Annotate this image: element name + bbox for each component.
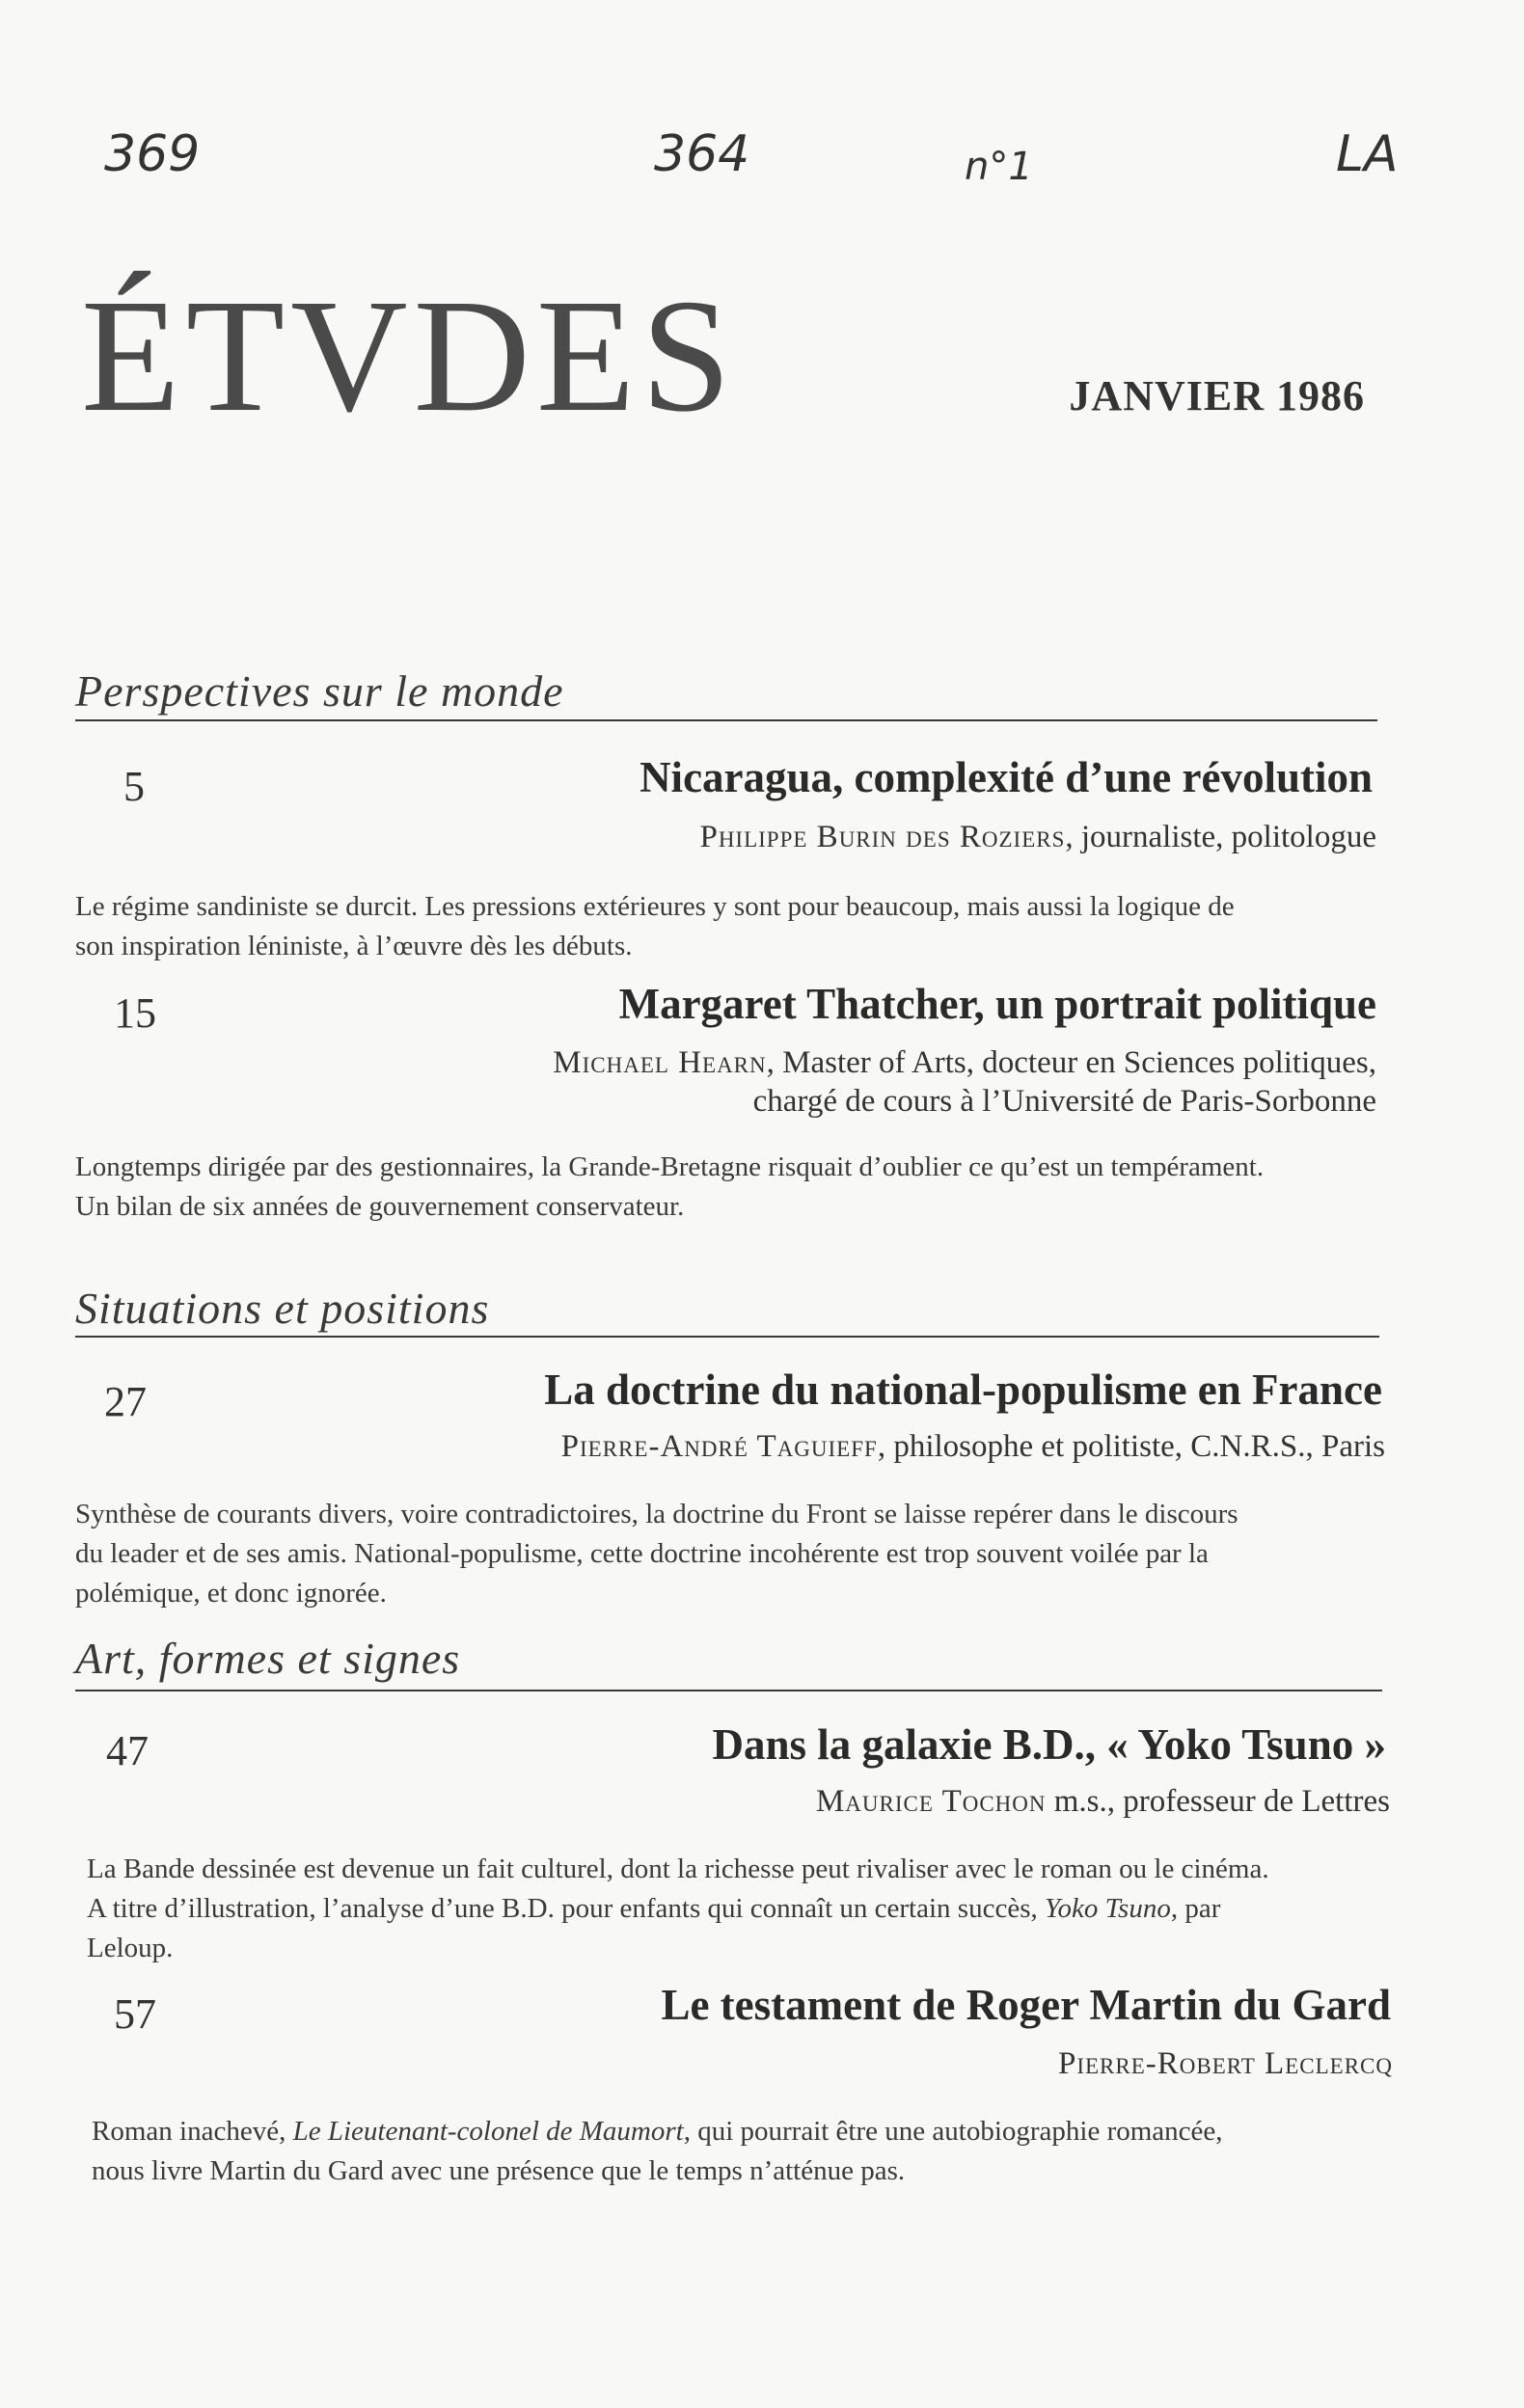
article-author	[1058, 2044, 1393, 2083]
masthead-title: ÉTVDES	[81, 266, 737, 446]
handwritten-note-2: 364	[654, 125, 750, 183]
summary-italic-title: Le Lieutenant-colonel de Maumort	[292, 2116, 684, 2147]
author-role-line-2: chargé de cours à l’Université de Paris-Sorbonne	[752, 1084, 1376, 1119]
article-page-number: 57	[114, 1990, 156, 2038]
summary-text: La Bande dessinée est devenue un fait culturel, dont la richesse peut rivaliser avec le roman ou le cinéma. A titre d’illustration, l’analyse d’une B.D. pour enfants qui connaît un certain succès,	[87, 1853, 1269, 1924]
section-title: Art, formes et signes	[75, 1634, 461, 1683]
article-summary	[92, 2112, 1259, 2191]
article-title: Le testament de Roger Martin du Gard	[661, 1981, 1391, 2029]
author-role: , philosophe et politiste, C.N.R.S., Paris	[877, 1429, 1385, 1464]
author-role: m.s., professeur de Lettres	[1046, 1784, 1390, 1819]
summary-text: Roman inachevé,	[92, 2116, 293, 2147]
author-name: Pierre-Robert Leclercq	[1058, 2046, 1393, 2081]
article-author	[699, 818, 1376, 856]
issue-date: JANVIER 1986	[1069, 372, 1365, 419]
author-name: Philippe Burin des Roziers	[699, 820, 1066, 854]
article-title: Nicaragua, complexité d’une révolution	[640, 753, 1373, 801]
article-summary: Le régime sandiniste se durcit. Les pressions extérieures y sont pour beaucoup, mais aussi la logique de son inspiration léniniste, à l’œuvre dès les débuts.	[75, 891, 1235, 961]
handwritten-note-3: n°1	[965, 145, 1033, 189]
article-title: Margaret Thatcher, un portrait politique	[618, 980, 1376, 1028]
article-page-number: 27	[104, 1378, 147, 1425]
article-author	[553, 1043, 1376, 1121]
author-name: Maurice Tochon	[815, 1784, 1047, 1819]
summary-italic-title: Yoko Tsuno	[1044, 1893, 1171, 1924]
handwritten-note-4: LA	[1336, 125, 1399, 183]
section-rule	[75, 1336, 1379, 1338]
article-title: Dans la galaxie B.D., « Yoko Tsuno »	[712, 1720, 1386, 1769]
article-author	[561, 1427, 1385, 1466]
article-summary: Synthèse de courants divers, voire contradictoires, la doctrine du Front se laisse repérer dans le discours du leader et de ses amis. National-populisme, cette doctrine incohérente est trop souvent voilée par la polémique, et donc ignorée.	[75, 1499, 1238, 1609]
article-page-number: 15	[114, 989, 156, 1037]
author-name: Michael Hearn	[553, 1045, 767, 1080]
summary-text-end: , qui pourrait être une autobiographie romancée, nous livre Martin du Gard avec une présence que le temps n’atténue pas.	[92, 2116, 1223, 2186]
author-name: Pierre-André Taguieff	[560, 1429, 878, 1464]
article-summary: Longtemps dirigée par des gestionnaires, la Grande-Bretagne risquait d’oublier ce qu’est un tempérament. Un bilan de six années de gouvernement conservateur.	[75, 1151, 1265, 1222]
article-page-number: 47	[106, 1727, 149, 1774]
handwritten-note-1: 369	[104, 125, 201, 183]
section-rule	[75, 719, 1377, 721]
author-role: , Master of Arts, docteur en Sciences politiques,	[766, 1045, 1376, 1080]
article-summary	[87, 1850, 1273, 1968]
author-role: , journaliste, politologue	[1065, 820, 1376, 854]
article-page-number: 5	[123, 763, 145, 810]
article-author	[816, 1782, 1390, 1821]
show-through-texture	[58, 58, 1485, 251]
section-title: Perspectives sur le monde	[75, 666, 564, 716]
summary-text-end: , par Leloup.	[87, 1893, 1221, 1963]
section-rule	[75, 1690, 1382, 1691]
section-title: Situations et positions	[75, 1284, 490, 1333]
article-title: La doctrine du national-populisme en France	[544, 1366, 1382, 1414]
